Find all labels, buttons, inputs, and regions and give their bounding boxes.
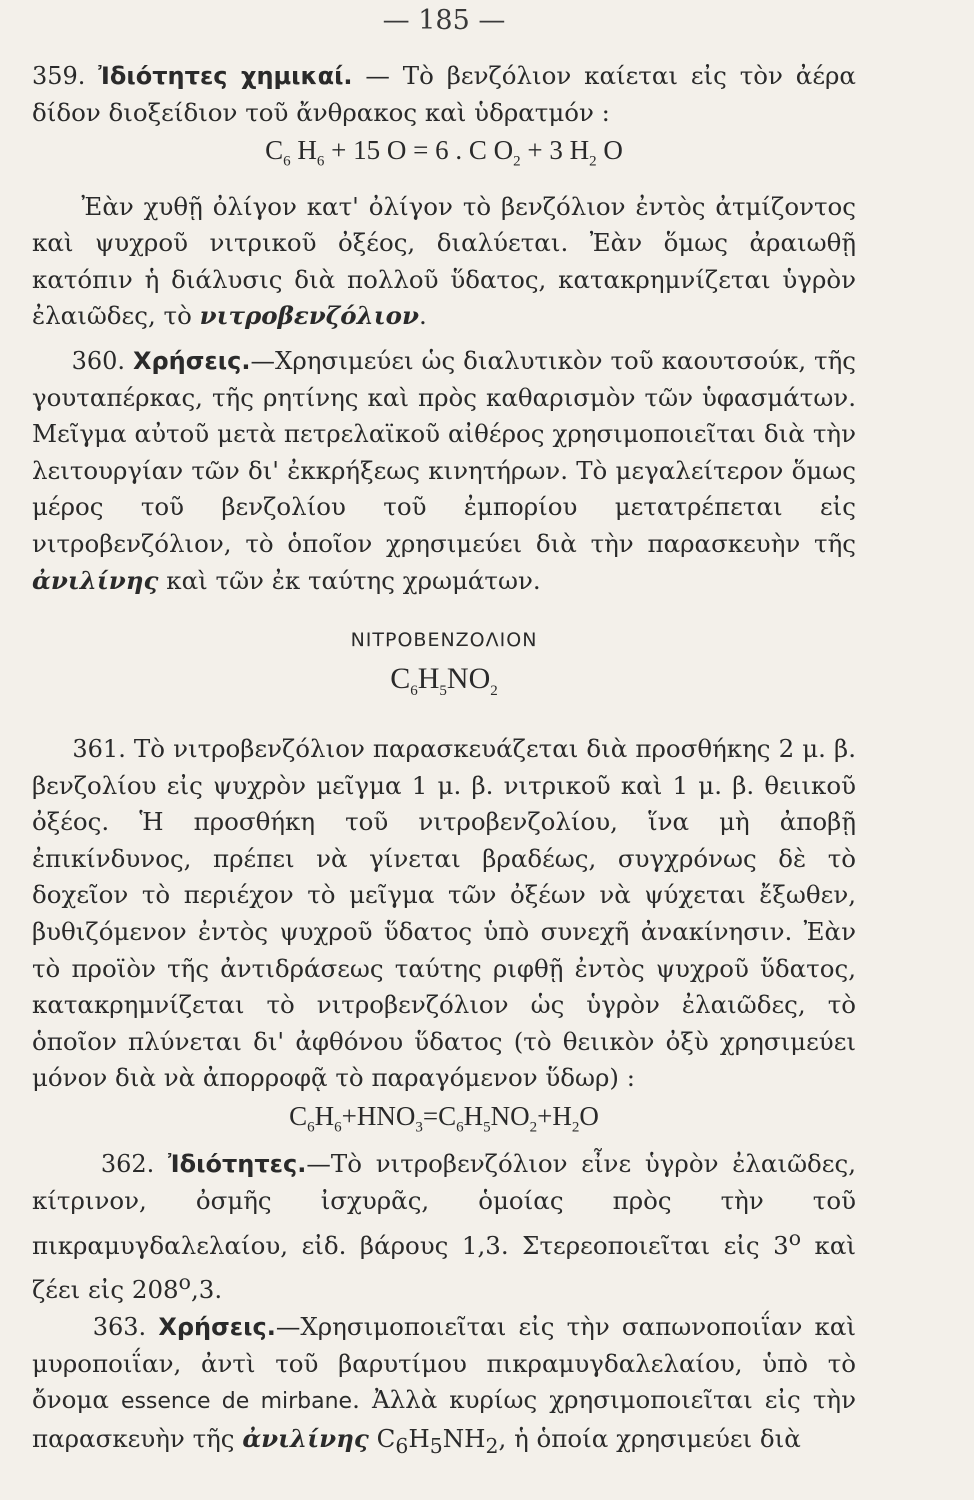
formula-part: H: [290, 135, 317, 166]
formula-sub: 6: [316, 153, 325, 170]
paragraph-363: [32, 1309, 856, 1464]
paragraph-360: [32, 343, 856, 599]
formula-part: H: [314, 1101, 335, 1132]
formula-sub: 5: [439, 683, 447, 700]
formula-part: C: [368, 1423, 396, 1453]
paragraph-text: , ἡ ὁποία χρησιμεύει διὰ: [498, 1423, 801, 1453]
paragraph-text: καὶ τῶν ἐκ ταύτης χρωμάτων.: [158, 565, 541, 595]
formula-part: C: [265, 135, 284, 166]
paragraph-359: [32, 58, 856, 131]
formula-part: + 15 O = 6 . C O: [324, 135, 514, 166]
formula-sub: 2: [589, 153, 597, 170]
paragraph-text: . Ἀλλὰ κυρίως χρησιμοποιεῖται εἰς τὴν παρασκευὴν τῆς: [32, 1385, 856, 1453]
formula-part: H: [408, 1423, 430, 1453]
paragraph-number: 362.: [100, 1150, 155, 1179]
formula-sub: 5: [483, 1119, 491, 1136]
formula-part: NO: [490, 1101, 530, 1132]
paragraph-361: [32, 731, 856, 1097]
formula-sub: 2: [513, 153, 521, 170]
formula-part: NH: [442, 1423, 486, 1453]
paragraph-362: [32, 1146, 856, 1309]
section-title: Χρήσεις.: [132, 346, 251, 375]
compound-formula: [32, 659, 856, 711]
paragraph-359-continued: [32, 189, 856, 335]
degree-mark: o: [788, 1225, 801, 1250]
degree-mark: o: [178, 1270, 191, 1295]
formula-sub: 6: [307, 1119, 315, 1136]
punctuation: .: [419, 301, 427, 331]
formula-part: O: [579, 1101, 599, 1132]
formula-sub: 3: [415, 1119, 423, 1136]
formula-sub: 6: [410, 683, 418, 700]
emphasized-term: ἀνιλίνης: [32, 565, 159, 595]
formula-part: + 3 H: [520, 135, 590, 166]
emphasized-term: ἀνιλίνης: [242, 1423, 369, 1453]
formula-part: +HNO: [341, 1101, 416, 1132]
section-heading: ΝΙΤΡΟΒΕΝΖΟΛΙΟΝ: [350, 629, 538, 652]
formula-sub: 5: [429, 1433, 443, 1458]
paragraph-number: 359.: [32, 62, 86, 90]
paragraph-text: —Τὸ νιτροβενζόλιον εἶνε ὑγρὸν ἐλαιῶδες, κίτρινον, ὀσμῆς ἰσχυρᾶς, ὁμοίας πρὸς τὴν τοῦ πικραμυγδαλελαίου, εἰδ. βάρους 1,3. Στερεοποιεῖται εἰς 3: [32, 1149, 856, 1260]
formula-part: O: [596, 135, 623, 166]
formula-sub: 6: [456, 1119, 464, 1136]
formula-sub: 2: [571, 1119, 580, 1136]
formula-part: C: [390, 662, 411, 696]
page-number: — 185 —: [382, 5, 506, 36]
section-title: Ἰδιότητες χημικαί.: [98, 62, 353, 90]
paragraph-text: Ἐὰν χυθῇ ὀλίγον κατ' ὀλίγον τὸ βενζόλιον ἐντὸς ἀτμίζοντος καὶ ψυχροῦ νιτρικοῦ ὀξέος, διαλύεται. Ἐὰν ὅμως ἀραιωθῇ κατόπιν ἡ διάλυσις διὰ πολλοῦ ὕδατος, κατακρημνίζεται ὑγρὸν ἐλαιῶδες, τὸ: [32, 191, 856, 331]
formula-part: NO: [446, 662, 491, 696]
formula-sub: 6: [334, 1119, 342, 1136]
formula-sub: 2: [490, 683, 498, 700]
emphasized-term: νιτροβενζόλιον: [199, 301, 420, 331]
formula-part: H: [417, 662, 440, 696]
paragraph-text: καὶ ζέει εἰς 208: [32, 1230, 856, 1305]
paragraph-text: — Τὸ βενζόλιον καίεται εἰς τὸν ἀέρα δίδον διοξείδιον τοῦ ἄνθρακος καὶ ὑδρατμόν :: [32, 61, 856, 127]
section-title: Χρήσεις.: [158, 1313, 276, 1342]
nitration-formula: [32, 1097, 856, 1146]
formula-part: +H: [537, 1101, 572, 1132]
paragraph-number: 361.: [72, 735, 126, 764]
paragraph-text: —Χρησιμεύει ὡς διαλυτικὸν τοῦ καουτσούκ, τῆς γουταπέρκας, τῆς ρητίνης καὶ πρὸς καθαρισμὸν τῶν ὑφασμάτων. Μεῖγμα αὐτοῦ μετὰ πετρελαϊκοῦ αἰθέρος χρησιμοποιεῖται διὰ τὴν λειτουργίαν τῶν δι' ἐκκρήξεως κινητήρων. Τὸ μεγαλείτερον ὅμως μέρος τοῦ βενζολίου τοῦ ἐμπορίου μετατρέπεται εἰς νιτροβενζόλιον, τὸ ὁποῖον χρησιμεύει διὰ τὴν παρασκευὴν τῆς: [32, 345, 856, 558]
paragraph-number: 363.: [92, 1313, 147, 1342]
formula-part: C: [289, 1101, 308, 1132]
paragraph-number: 360.: [71, 346, 126, 375]
combustion-formula: [32, 131, 856, 180]
latin-term: essence de mirbane: [120, 1389, 353, 1415]
formula-part: H: [463, 1101, 484, 1132]
paragraph-text: ,3.: [190, 1275, 223, 1305]
paragraph-text: Τὸ νιτροβενζόλιον παρασκευάζεται διὰ προσθήκης 2 μ. β. βενζολίου εἰς ψυχρὸν μεῖγμα 1 μ. β. νιτρικοῦ καὶ 1 μ. β. θειικοῦ ὀξέος. Ἡ προσθήκη τοῦ νιτροβενζολίου, ἵνα μὴ ἀποβῇ ἐπικίνδυνος, πρέπει νὰ γίνεται βραδέως, συγχρόνως δὲ τὸ δοχεῖον τὸ περιέχον τὸ μεῖγμα τῶν ὀξέων νὰ ψύχεται ἔξωθεν, βυθιζόμενον ἐντὸς ψυχροῦ ὕδατος ὑπὸ συνεχῆ ἀνακίνησιν. Ἐὰν τὸ προϊὸν τῆς ἀντιδράσεως ταύτης ριφθῇ ἐντὸς ψυχροῦ ὕδατος, κατακρημνίζεται τὸ νιτροβενζόλιον ὡς ὑγρὸν ἐλαιῶδες, τὸ ὁποῖον πλύνεται δι' ἀφθόνου ὕδατος (τὸ θειικὸν ὀξὺ χρησιμεύει μόνον διὰ νὰ ἀπορροφᾷ τὸ παραγόμενον ὕδωρ) :: [32, 734, 856, 1093]
section-title: Ἰδιότητες.: [168, 1150, 307, 1179]
formula-sub: 2: [529, 1119, 538, 1136]
formula-sub: 6: [395, 1433, 409, 1458]
formula-sub: 6: [283, 153, 291, 170]
formula-sub: 2: [485, 1433, 499, 1458]
formula-part: =C: [422, 1101, 457, 1132]
paragraph-text: —Χρησιμοποιεῖται εἰς τὴν σαπωνοποιΐαν καὶ μυροποιΐαν, ἀντὶ τοῦ βαρυτίμου πικραμυγδαλελαίου, ὑπὸ τὸ ὄνομα: [32, 1312, 856, 1415]
